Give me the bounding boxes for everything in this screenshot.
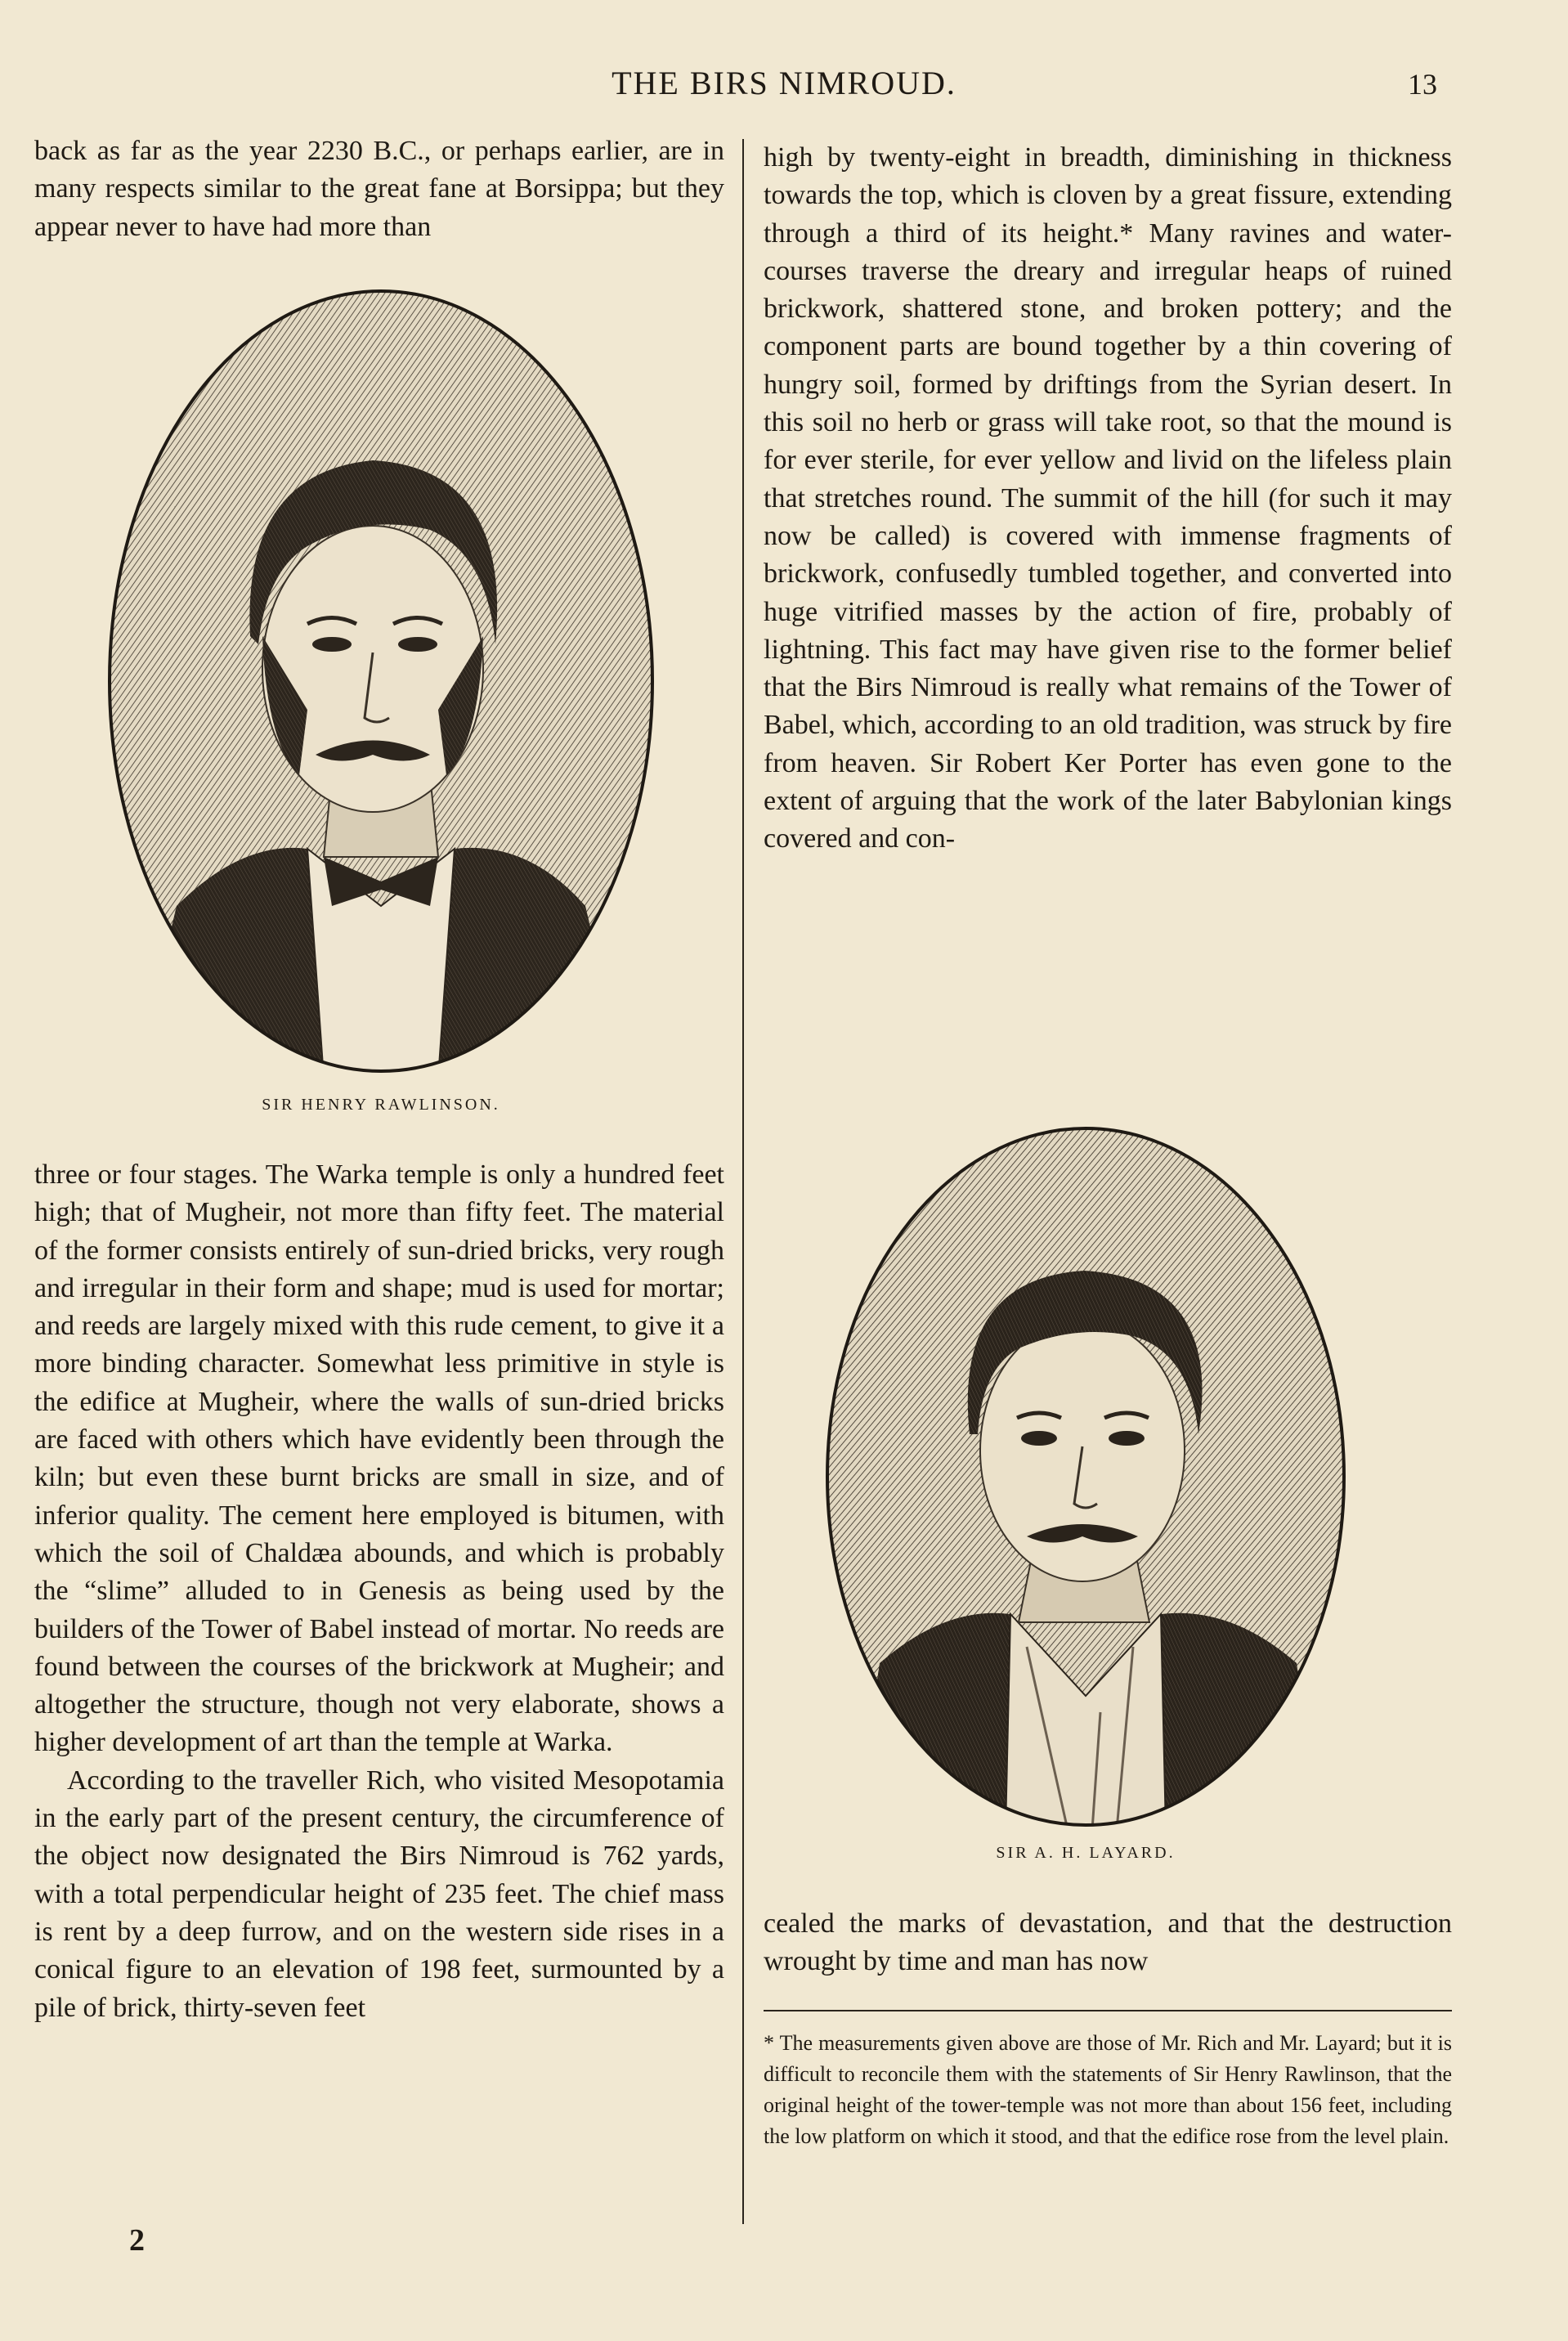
page-number: 13 [1408, 68, 1437, 101]
left-top-paragraph: back as far as the year 2230 B.C., or perhaps earlier, are in many respects similar to the great fane at Borsippa; but they appear never to have had more than [34, 136, 724, 242]
left-paragraph-rich: According to the traveller Rich, who visited Mesopotamia in the early part of the present century, the circumference of the object now designated the Birs Nimroud is 762 yards, with a total perpendicular height of 235 feet. The chief mass is rent by a deep furrow, and on the western side rises in a conical figure to an elevation of 198 feet, surmounted by a pile of brick, thirty-seven feet [34, 1765, 724, 2023]
left-column-bottom [34, 1156, 724, 2027]
right-column-top [764, 139, 1452, 859]
footnote: * The measurements given above are those of Mr. Rich and Mr. Layard; but it is difficult to reconcile them with the statements of Sir Henry Rawlinson, that the original height of the tower-temple was not more than about 156 feet, including the low platform on which it stood, and that the edifice rose from the level plain. [764, 2031, 1452, 2148]
signature-mark: 2 [129, 2223, 145, 2258]
column-divider [742, 139, 744, 2224]
right-bottom-paragraph: cealed the marks of devastation, and that the destruction wrought by time and man has now [764, 1908, 1452, 1977]
left-paragraph-stages: three or four stages. The Warka temple is only a hundred feet high; that of Mugheir, not more than fifty feet. The material of the former consists entirely of sun-dried bricks, very rough and irregular in their form and shape; mud is used for mortar; and reeds are largely mixed with this rude cement, to give it a more binding character. Somewhat less primitive in style is the edifice at Mugheir, where the walls of sun-dried bricks are faced with others which have evidently been through the kiln; but even these burnt bricks are small in size, and of inferior quality. The cement here employed is bitumen, with which the soil of Chaldæa abounds, and which is probably the “slime” alluded to in Genesis as being used by the builders of the Tower of Babel instead of mortar. No reeds are found between the courses of the brickwork at Mugheir; and altogether the structure, though not very elaborate, shows a higher development of art than the temple at Warka. [34, 1159, 724, 1758]
running-title: THE BIRS NIMROUD. [612, 65, 956, 101]
rawlinson-caption: SIR HENRY RAWLINSON. [262, 1096, 500, 1114]
rawlinson-portrait [103, 285, 659, 1078]
left-column-top [34, 132, 724, 246]
layard-portrait [822, 1123, 1349, 1830]
right-top-paragraph: high by twenty-eight in breadth, diminishing in thickness towards the top, which is cloven by a great fissure, extending through a third of its height.* Many ravines and water-courses traverse the dreary and irregular heaps of ruined brickwork, shattered stone, and broken pottery; and the component parts are bound together by a thin covering of hungry soil, formed by driftings from the Syrian desert. In this soil no herb or grass will take root, so that the mound is for ever sterile, for ever yellow and livid on the lifeless plain that stretches round. The summit of the hill (for such it may now be called) is covered with immense fragments of brickwork, confusedly tumbled together, and converted into huge vitrified masses by the action of fire, probably of lightning. This fact may have given rise to the former belief that the Birs Nimroud is really what remains of the Tower of Babel, which, according to an old tradition, was struck by fire from heaven. Sir Robert Ker Porter has even gone to the extent of arguing that the work of the later Babylonian kings covered and con- [764, 142, 1452, 854]
running-head [0, 64, 1568, 113]
layard-caption: SIR A. H. LAYARD. [996, 1844, 1176, 1862]
right-column-bottom [764, 1905, 1452, 1981]
footnote-rule [764, 2010, 1452, 2011]
